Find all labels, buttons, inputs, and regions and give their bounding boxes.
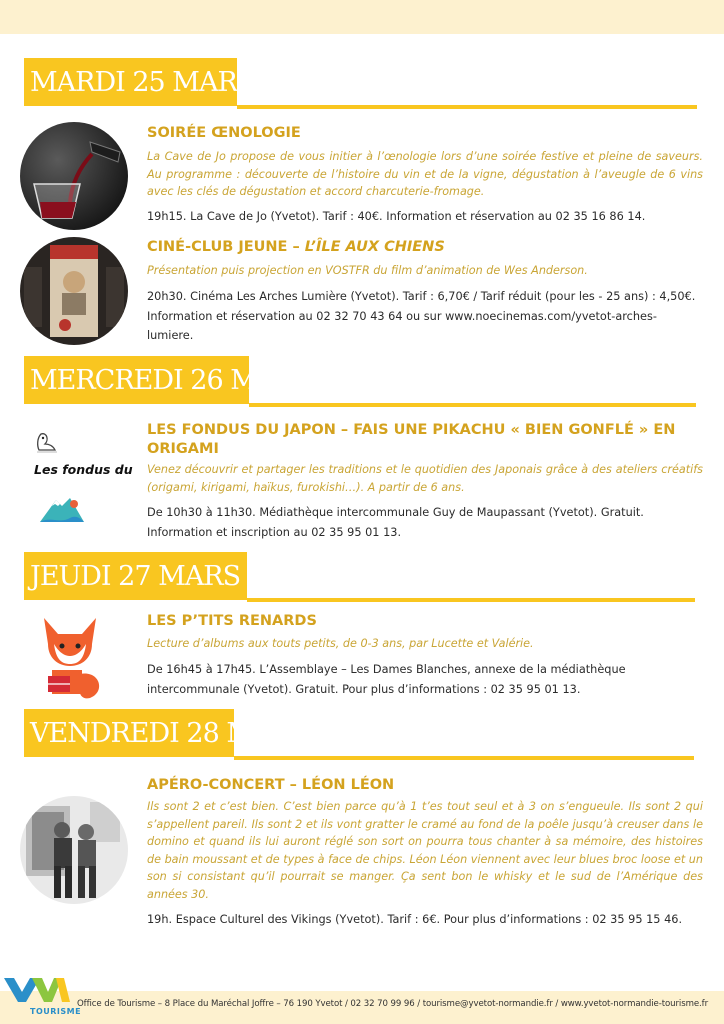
event-info: 20h30. Cinéma Les Arches Lumière (Yvetot). Tarif : 6,70€ / Tarif réduit (pour les - 25 ans) : 4,50€. Information et réservation au 02 32 70 43 64 ou sur www.noecinemas.com/yvetot-arches-lumiere. [147, 290, 696, 342]
fondus-logo-text: Les fondus du [34, 462, 133, 477]
event-description: Lecture d’albums aux touts petits, de 0-3 ans, par Lucette et Valérie. [147, 637, 534, 650]
movie-poster-icon [20, 237, 128, 345]
event-info: 19h15. La Cave de Jo (Yvetot). Tarif : 40€. Information et réservation au 02 35 16 86 14. [147, 210, 646, 223]
day-banner-jeudi: JEUDI 27 MARS [24, 552, 247, 600]
wine-glass-icon [20, 122, 128, 230]
mount-fuji-icon [38, 494, 86, 526]
event-title: LES FONDUS DU JAPON – FAIS UNE PIKACHU « BIEN GONFLÉ » EN ORIGAMI [147, 422, 676, 457]
day-divider [247, 598, 695, 602]
yvetot-logo-icon [2, 976, 72, 1010]
event-description: Ils sont 2 et c’est bien. C’est bien parce qu’à 1 t’es tout seul et à 3 on s’engueule. Ils sont 2 qui s’appellent pareil. Ils sont 2 et ils vont gratter le cramé au fond de la poêle jusqu’à creuser dans le domino et quand ils lui auront réglé son sort on pourra tous chanter à sa mémoire, des histoires de bain moussant et de types à face de chips. Léon Léon viennent avec leur blues broc loose et un son si consistant qu’il pourrait se manger. Ça sent bon le whisky et le sud de l’Amérique des années 30. [147, 800, 703, 901]
event-title: CINÉ-CLUB JEUNE – L’ÎLE AUX CHIENS [147, 239, 445, 255]
event-description: La Cave de Jo propose de vous initier à l’œnologie lors d’une soirée festive et pleine de saveurs. Au programme : découverte de l’histoire du vin et de la vigne, dégustation à l’aveugle de 6 vins avec les clés de dégustation et accord charcuterie-fromage. [147, 150, 703, 198]
wine-photo [20, 122, 128, 230]
day-divider [234, 756, 694, 760]
bird-icon [33, 430, 61, 456]
event-title: LES P’TITS RENARDS [147, 613, 317, 629]
day-banner-mercredi: MERCREDI 26 MARS [24, 356, 249, 404]
footer-contact: Office de Tourisme – 8 Place du Maréchal Joffre – 76 190 Yvetot / 02 32 70 99 96 / tourisme@yvetot-normandie.fr / www.yvetot-normandie-tourisme.fr [77, 999, 709, 1009]
event-description: Venez découvrir et partager les traditions et le quotidien des Japonais grâce à des ateliers créatifs (origami, kirigami, haïkus, furokishi…). A partir de 6 ans. [147, 463, 703, 494]
event-description: Présentation puis projection en VOSTFR du film d’animation de Wes Anderson. [147, 264, 588, 277]
day-banner-mardi: MARDI 25 MARS [24, 58, 237, 106]
fox-icon [34, 614, 106, 700]
day-banner-vendredi: VENDREDI 28 MARS [24, 709, 234, 757]
event-info: De 16h45 à 17h45. L’Assemblaye – Les Dames Blanches, annexe de la médiathèque intercommunale (Yvetot). Gratuit. Pour plus d’informations : 02 35 95 01 13. [147, 663, 626, 696]
musicians-photo-icon [20, 796, 128, 904]
day-divider [237, 105, 697, 109]
day-divider [249, 403, 696, 407]
film-poster [20, 237, 128, 345]
band-photo [20, 796, 128, 904]
event-info: De 10h30 à 11h30. Médiathèque intercommunale Guy de Maupassant (Yvetot). Gratuit. Information et inscription au 02 35 95 01 13. [147, 506, 644, 539]
top-band [0, 0, 724, 34]
event-info: 19h. Espace Culturel des Vikings (Yvetot). Tarif : 6€. Pour plus d’informations : 02 35 95 15 46. [147, 913, 683, 926]
logo-wordmark: TOURISME [30, 1007, 82, 1016]
event-title: APÉRO-CONCERT – LÉON LÉON [147, 777, 395, 793]
event-title: SOIRÉE ŒNOLOGIE [147, 125, 301, 141]
